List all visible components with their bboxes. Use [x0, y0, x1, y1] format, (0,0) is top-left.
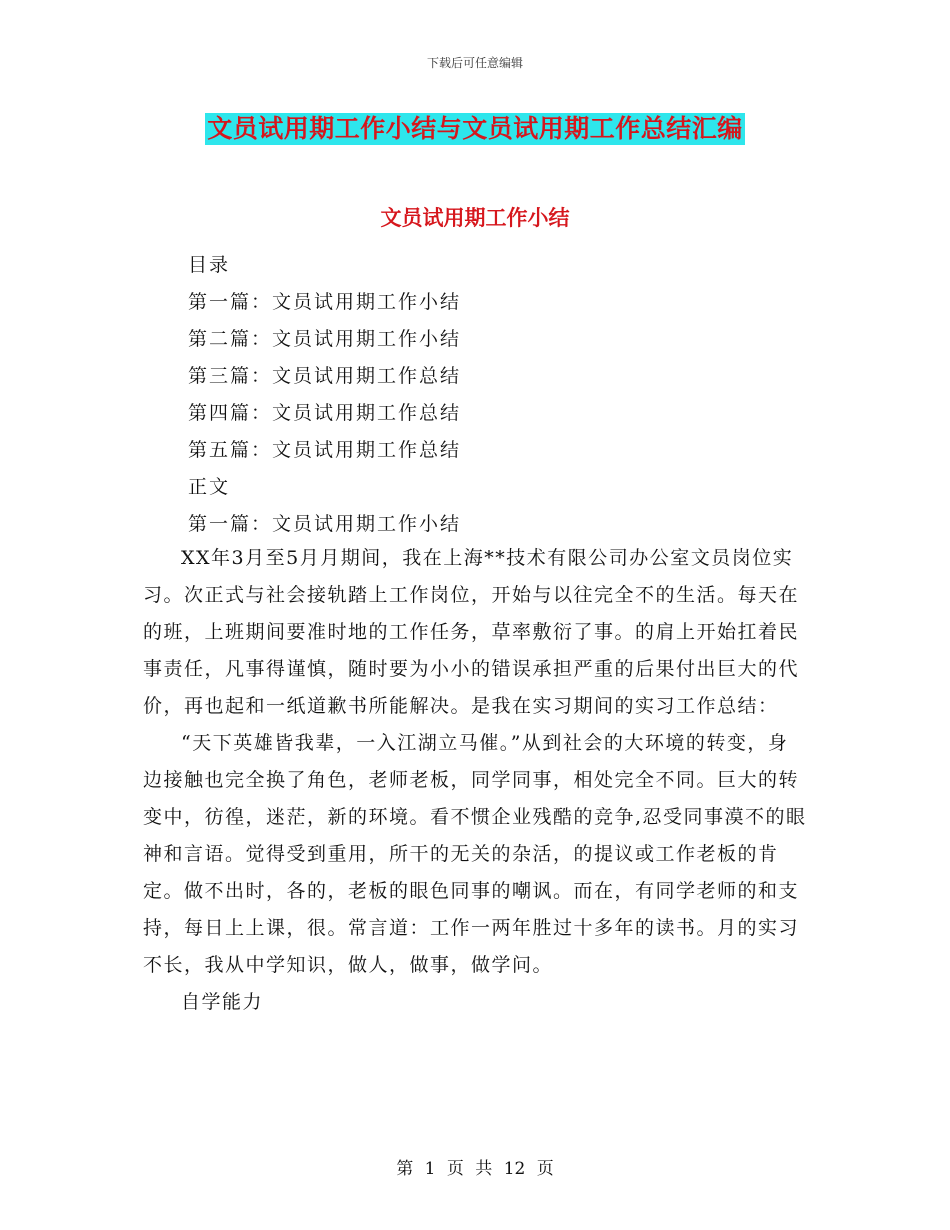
toc-heading: 目录 [188, 254, 231, 276]
table-of-contents [188, 250, 461, 546]
toc-item-1: 第一篇：文员试用期工作小结 [188, 291, 462, 313]
main-title: 文员试用期工作小结与文员试用期工作总结汇编 [207, 114, 743, 143]
toc-item-5: 第五篇：文员试用期工作总结 [188, 439, 462, 461]
main-title-wrap [0, 113, 950, 145]
paragraph-2: “天下英雄皆我辈，一入江湖立马催。”从到社会的大环境的转变，身边接触也完全换了角色，老师老板，同学同事，相处完全不同。巨大的转变中，彷徨，迷茫，新的环境。看不惯企业残酷的竞争,忍受同事漠不的眼神和言语。觉得受到重用，所干的无关的杂活，的提议或工作老板的肯定。做不出时，各的，老板的眼色同事的嘲讽。而在，有同学老师的和支持，每日上上课，很。常言道：工作一两年胜过十多年的读书。月的实习不长，我从中学知识，做人，做事，做学问。 [143, 732, 807, 976]
page-footer: 第 1 页 共 12 页 [396, 1159, 554, 1179]
body-text [143, 540, 807, 1021]
paragraph-1: XX年3月至5月月期间，我在上海**技术有限公司办公室文员岗位实习。次正式与社会接轨踏上工作岗位，开始与以往完全不的生活。每天在的班，上班期间要准时地的工作任务，草率敷衍了事。的肩上开始扛着民事责任，凡事得谨慎，随时要为小小的错误承担严重的后果付出巨大的代价，再也起和一纸道歉书所能解决。是我在实习期间的实习工作总结： [143, 547, 800, 717]
toc-item-3: 第三篇：文员试用期工作总结 [188, 365, 462, 387]
sub-title: 文员试用期工作小结 [380, 205, 570, 230]
body-heading: 正文 [188, 476, 231, 498]
toc-item-2: 第二篇：文员试用期工作小结 [188, 328, 462, 350]
chapter-heading: 第一篇：文员试用期工作小结 [188, 513, 462, 535]
header-note: 下载后可任意编辑 [426, 56, 523, 70]
paragraph-3: 自学能力 [181, 991, 264, 1013]
toc-item-4: 第四篇：文员试用期工作总结 [188, 402, 462, 424]
